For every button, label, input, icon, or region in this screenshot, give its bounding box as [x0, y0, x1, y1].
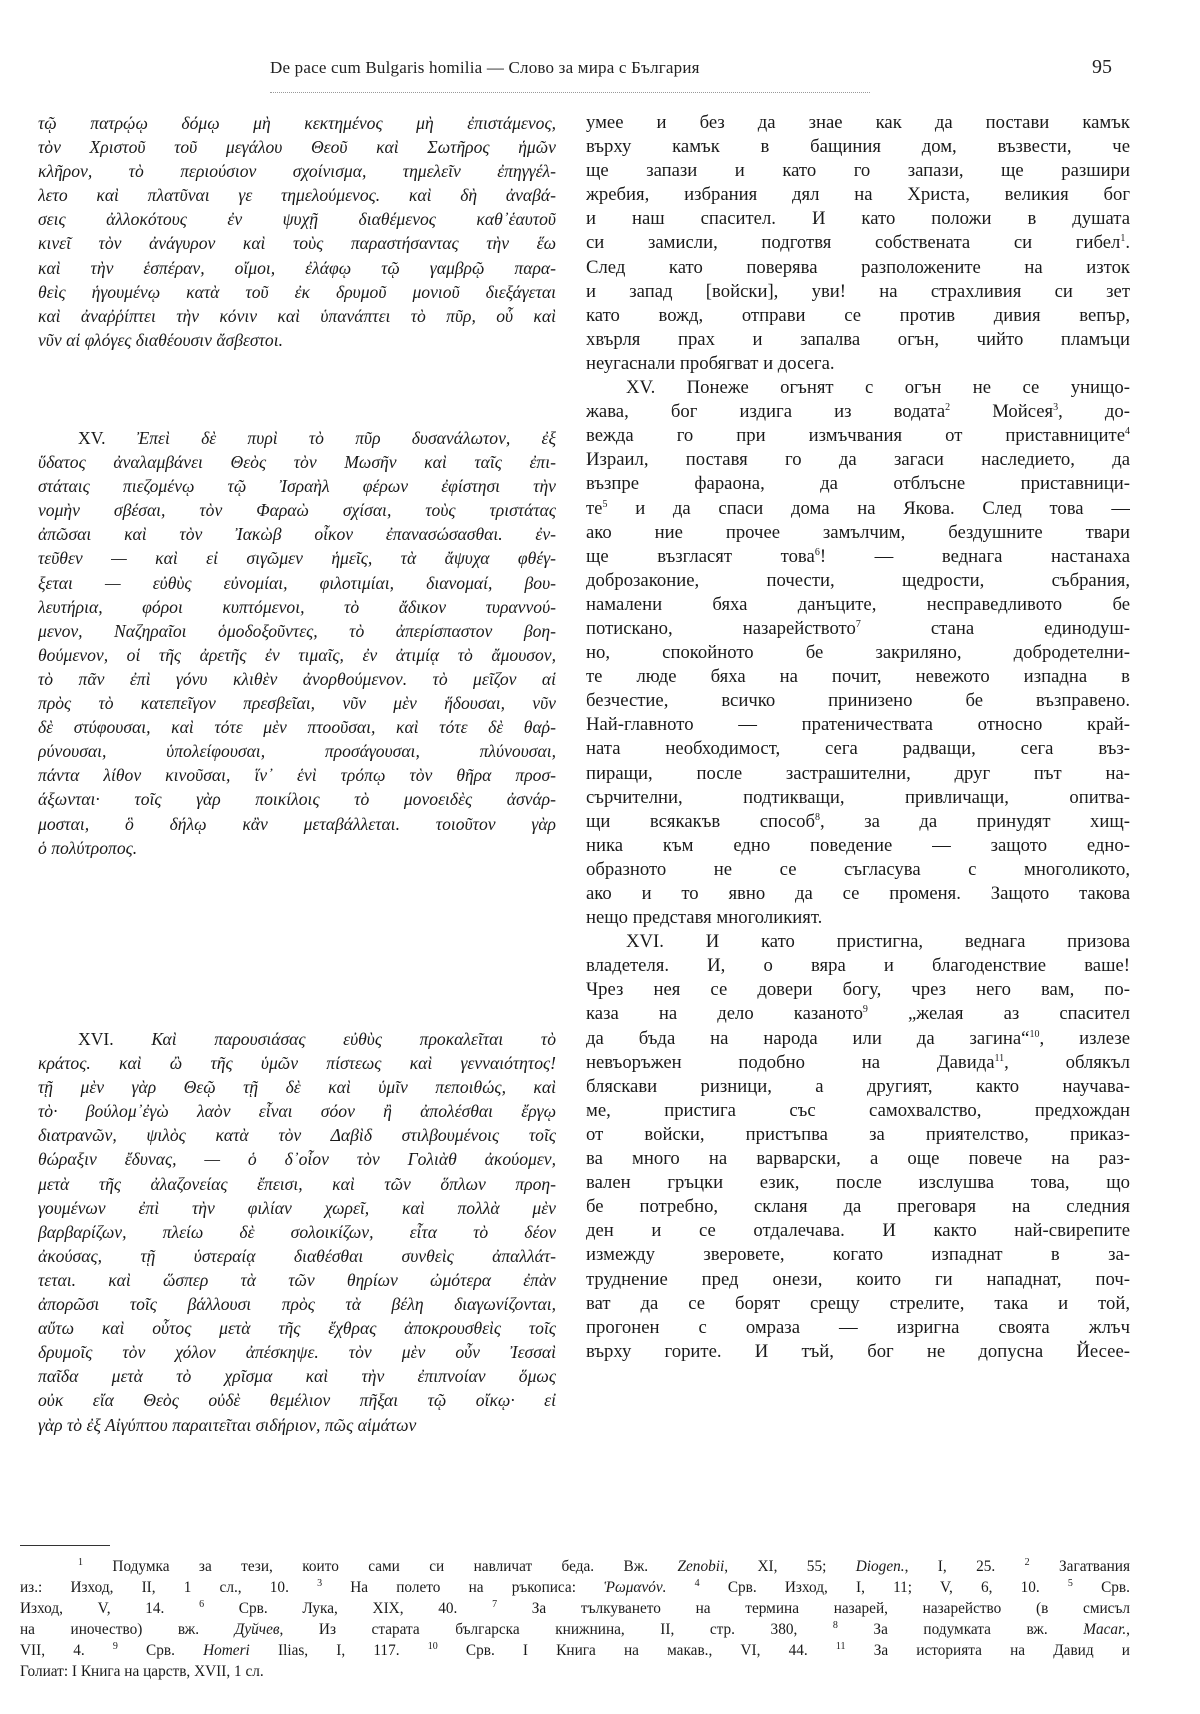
bg-line: Израил, поставя го да загаси наследието, да [586, 449, 1130, 471]
fn-text: Срв. Изход, I, 11; V, 6, 10. [727, 1579, 1040, 1596]
footnote-ref[interactable]: 9 [862, 1004, 868, 1016]
greek-line: πάντα λίθον κινοῦσαι, ἵν᾽ ἑνὶ τρόπῳ τὸν θῆρα προσ- [38, 765, 556, 786]
footnote-ref[interactable]: 8 [814, 811, 820, 823]
greek-line: κράτος. καὶ ὢ τῆς ὑμῶν πίστεως καὶ γενναιότητος! [38, 1053, 556, 1074]
greek-line: οὐκ εἴα Θεὸς οὐδὲ θεμέλιον πῆξαι τῷ οἴκῳ· εἰ [38, 1390, 556, 1411]
fn-text: Изход, V, 14. [20, 1600, 165, 1617]
fn-text: Подумка за тези, които сами си навличат беда. Вж. [112, 1558, 649, 1575]
bg-line [586, 1002, 1130, 1026]
page-header [0, 52, 1200, 88]
greek-line: γὰρ τὸ ἐξ Αἰγύπτου παραιτεῖται σιδήριον, πῶς αἱμάτων [38, 1414, 417, 1435]
greek-line: διατρανῶν, ψιλὸς κατὰ τὸν Δαβὶδ στιλβουμένοις τοῖς [38, 1125, 556, 1146]
footnote-rule [20, 1545, 110, 1546]
bg-text: си замисли, подготвя собствената си гибел [586, 232, 1121, 254]
greek-line: καὶ ἀναῤῥίπτει τὴν κόνιν καὶ ὑπανάπτει τὸ πῦρ, οὗ καὶ [38, 305, 556, 326]
bg-text: Мойсея [992, 401, 1054, 423]
bg-line: от войски, пристъпва за приятелство, приказ- [586, 1123, 1130, 1145]
bg-text: щи всякакъв способ [586, 810, 815, 832]
greek-line: δὲ στύφουσαι, καὶ τότε μὲν πτοοῦσαι, καὶ τότε δὲ θαῤ- [38, 717, 556, 738]
footnote-ref[interactable]: 7 [855, 618, 861, 630]
fn-text: За подумката вж. [873, 1621, 1048, 1638]
greek-line: λετο καὶ πλατῦναι γε τημελούμενος. καὶ δὴ ἀναβά- [38, 185, 556, 206]
section-number: XVI. [626, 931, 664, 953]
bulgarian-column [586, 111, 1130, 1364]
greek-line: θώραξιν ἔδυνας, — ὁ δ᾽οἷον τὸν Γολιὰθ ἀκούομεν, [38, 1149, 556, 1170]
greek-line: τὸ· βούλομ᾽ἐγὼ λαὸν εἶναι σόον ἢ ἀπολέσθαι ἔργῳ [38, 1101, 556, 1122]
bg-line: прогонен с омраза — изригна своята жлъч [586, 1316, 1130, 1338]
footnote-number: 11 [835, 1640, 846, 1652]
greek-line: άξωνται· τοῖς γὰρ ποικίλοις τὸ μονοειδὲς ἀσνάρ- [38, 789, 556, 810]
fn-italic: Macar. [1083, 1621, 1127, 1638]
greek-paragraph-14 [38, 111, 556, 352]
footnote-number: 4 [694, 1577, 700, 1589]
bg-line [586, 231, 1130, 255]
bg-line: бе потребно, склaня да преговаря на следния [586, 1196, 1130, 1218]
bg-text: , до- [1058, 401, 1130, 423]
greek-line: ἀπῶσαι καὶ τὸν Ἰακὼβ οἶκον ἐπανασώσασθαι. ἐν- [38, 524, 556, 545]
bg-line: ва много на варварски, а още повече на раз- [586, 1148, 1130, 1170]
footnote-ref[interactable]: 5 [602, 498, 608, 510]
bg-text: ! — веднага настанаха [819, 545, 1130, 567]
greek-text: Καὶ παρουσιάσας εὐθὺς προκαλεῖται τὸ [151, 1029, 556, 1049]
greek-line: δρυμοῖς τὸν χόλον ἀπέσκηψε. τὸν μὲν οὖν Ἰεσσαὶ [38, 1342, 556, 1363]
greek-line: τεῦθεν — καὶ εἰ σιγῶμεν ἡμεῖς, τὰ ἄψυχα φθέγ- [38, 548, 556, 569]
footnote-line [20, 1577, 1130, 1598]
footnote-line [20, 1556, 1130, 1577]
section-number: XV. [626, 377, 656, 399]
bg-line [586, 810, 1130, 834]
greek-line: τὸ πᾶν ἐπὶ γόνυ κλιθὲν ἀνορθούμενον. τὸ μεῖζον αἱ [38, 668, 556, 689]
footnote-number: 3 [317, 1577, 323, 1589]
footnote-ref[interactable]: 4 [1125, 425, 1130, 437]
bg-line: намалени бяха данъците, несправедливото бе [586, 593, 1130, 615]
greek-line: ὁ πολύτροπος. [38, 837, 138, 858]
bg-line: Най-главното — пратеничествата относно край- [586, 714, 1130, 736]
greek-line: κινεῖ τὸν ἀνάγυρον καὶ τοὺς παραστήσαντας τὴν ἕω [38, 233, 556, 254]
fn-italic: Homeri [203, 1642, 250, 1659]
footnote-number: 5 [1067, 1577, 1073, 1589]
bg-line: ват да се борят срещу стрелите, така и той, [586, 1292, 1130, 1314]
bg-line: ако и то явно да се променя. Защото такова [586, 883, 1130, 904]
bg-line: Чрез нея се довери богу, чрез него вам, по- [586, 979, 1130, 1001]
greek-line: τῇ μὲν γὰρ Θεῷ τῇ δὲ καὶ ὑμῖν πεποιθώς, καὶ [38, 1077, 556, 1098]
fn-italic: Diogen. [855, 1558, 905, 1575]
footnote-number: 2 [1024, 1556, 1030, 1568]
footnote-line [20, 1598, 1130, 1619]
bg-line: те люде бяха на почит, невежото изпадна в [586, 666, 1130, 688]
footnote-number: 10 [427, 1640, 438, 1652]
bg-text: да бъда на народа или да загина“ [586, 1027, 1030, 1049]
fn-text: , XI, 55; [724, 1558, 827, 1575]
greek-line: μετὰ τῆς ἀλαζονείας ἔπεισι, καὶ τῶν ὅπλων προη- [38, 1173, 556, 1194]
bg-line: ако ние прочее замълчим, бездушните твари [586, 521, 1130, 543]
bg-line [586, 545, 1130, 569]
bg-line [586, 497, 1130, 521]
greek-line: λευτήρια, φόροι κυπτόμενοι, τὸ ἄδικον τυραννού- [38, 596, 556, 617]
greek-line: θεὶς ἡγουμένῳ κατὰ τοῦ ἐκ δρυμοῦ μονιοῦ διεξάγεται [38, 281, 556, 302]
footnote-ref[interactable]: 10 [1029, 1028, 1040, 1040]
bg-line: умее и без да знае как да постави камък [586, 112, 1130, 133]
fn-text: На полето на ръкописа: [350, 1579, 576, 1596]
fn-text: Ilias, I, 117. [277, 1642, 400, 1659]
greek-line: τεται. καὶ ὥσπερ τὰ τῶν θηρίων ὠμότερα ἐπὰν [38, 1269, 556, 1290]
footnote-number: 6 [199, 1598, 205, 1610]
greek-line [38, 426, 556, 450]
bg-line: неугаснали пробягват и досега. [586, 352, 835, 374]
section-number: XVI. [78, 1029, 114, 1049]
footnote-number: 1 [78, 1556, 83, 1568]
greek-line: γουμένων ἐπὶ τὴν φιλίαν χωρεῖ, καὶ πολλὰ μὲν [38, 1197, 556, 1218]
fn-text: Срв. I Книга на макав., VI, 44. [465, 1642, 808, 1659]
footnote-line [20, 1619, 1130, 1640]
footnote-number: 7 [492, 1598, 498, 1610]
bg-text: . [1125, 232, 1130, 254]
bg-section-xv-start [586, 376, 1130, 400]
bg-text: ще възгласят това [586, 545, 815, 567]
greek-line: κλῆρον, τὸ περιούσιον σχοίνισμα, τημελεῖν ἐπηγγέλ- [38, 161, 556, 182]
greek-line: θούμενον, οἱ τῆς ἀρετῆς ἐν τιμαῖς, ἐν ἀτιμίᾳ τὸ ἄμουσον, [38, 644, 556, 665]
bg-line: нещо представя многоликият. [586, 907, 823, 929]
bg-text: И като пристигна, веднага призова [705, 931, 1130, 953]
bg-line: и запад [войски], уви! на страхливия си зет [586, 280, 1130, 302]
bg-line: жребия, избрания дял на Христа, великия бог [586, 184, 1130, 206]
footnote-number: 9 [112, 1640, 118, 1652]
bg-text: , за да принудят хищ- [819, 810, 1130, 832]
bg-text: вежда го при измъчвания от приставниците [586, 425, 1125, 447]
bg-line: ден и се отдалечава. И както най-свирепите [586, 1220, 1130, 1242]
bg-text: каза на дело казаното [586, 1003, 863, 1025]
bg-text: потискано, назарейството [586, 617, 856, 639]
bg-line: ще запази и като го запази, ще разшири [586, 160, 1130, 182]
greek-line: νῦν αἱ φλόγες διαθέουσιν ἄσβεστοι. [38, 329, 283, 350]
fn-text: Голиат: I Книга на царств, XVII, 1 сл. [20, 1663, 264, 1680]
bg-text: стана единодуш- [930, 617, 1130, 639]
greek-line: παῖδα μετὰ τὸ χρῖσμα καὶ τὴν ἐπιπνοίαν ὅμως [38, 1366, 556, 1387]
fn-text: Срв. Лука, XIX, 40. [238, 1600, 458, 1617]
bg-text: Понеже огънят с огън не се унищо- [686, 377, 1130, 399]
greek-line: ἀκούσας, τῇ ὑστεραίᾳ διαθέσθαι συνθεὶς ἀπαλλάτ- [38, 1245, 556, 1266]
bg-line [586, 1051, 1130, 1075]
fn-text: из.: Изход, II, 1 сл., 10. [20, 1579, 289, 1596]
bg-line: пиращи, после застрашителни, друг път на- [586, 762, 1130, 784]
fn-text: Срв. [146, 1642, 175, 1659]
greek-line: ἀπορῶσι τοῖς βάλλουσι πρὸς τὰ βέλη διαγωνίζονται, [38, 1294, 556, 1315]
running-title: De pace cum Bulgaris homilia — Слово за мира с България [270, 58, 700, 77]
bg-line: образното не се съгласува с многоликото, [586, 858, 1130, 880]
page-number: 95 [1092, 56, 1112, 78]
bg-line: След като поверява разположените на изток [586, 256, 1130, 278]
footnote-ref[interactable]: 1 [1120, 233, 1126, 245]
bg-line: хвърля прах и запалва огън, чийто пламъци [586, 328, 1130, 350]
fn-italic: Zenobii [677, 1558, 725, 1575]
greek-line: ρύνουσαι, ὑπολείφουσαι, προσάγουσαι, πλύνουσαι, [38, 741, 556, 762]
bg-text: невъоръжен подобно на Давида [586, 1051, 995, 1073]
greek-column [38, 111, 556, 352]
bg-line: ната необходимост, сега радващи, сега въз- [586, 738, 1130, 760]
fn-text: на иночество) вж. [20, 1621, 200, 1638]
greek-line: ὕδατος ἀναλαμβάνει Θεὸς τὸν Μωσῆν καὶ ταῖς ἐπι- [38, 452, 556, 473]
bg-line: върху камък в бащиния дом, възвести, че [586, 136, 1130, 158]
fn-text: , [1126, 1621, 1130, 1638]
footnote-line [20, 1640, 1130, 1661]
bg-line: и наш спасител. И като положи в душата [586, 208, 1130, 230]
footnote-ref[interactable]: 2 [945, 401, 951, 413]
bg-line: вален гръцки език, после изслушва това, що [586, 1172, 1130, 1194]
bg-line [586, 424, 1130, 448]
greek-line: νομὴν σβέσαι, τὸν Φαραὼ σχίσαι, τοὺς τριστάτας [38, 500, 556, 521]
bg-line [586, 400, 1130, 424]
fn-text: , Из старата българска книжнина, II, стр. 380, [279, 1621, 798, 1638]
bg-line: труднение пред онези, които ги нападнат, поч- [586, 1268, 1130, 1290]
bg-section-xvi-start [586, 930, 1130, 954]
bg-line: бляскави ризници, а другият, както научава- [586, 1075, 1130, 1097]
bg-line: като вожд, отправи се против дивия вепър, [586, 304, 1130, 326]
bg-line: измежду зверовете, когато изпаднат в за- [586, 1244, 1130, 1266]
bg-text: , облякъл [1004, 1051, 1130, 1073]
bg-line: доброзаконие, почести, щедрости, събрания, [586, 569, 1130, 591]
bg-text: и да спаси дома на Якова. След това — [635, 497, 1130, 519]
greek-line: αὔτω καὶ οὗτος μετὰ τῆς ἔχθρας ἀποκρουσθεὶς τοῖς [38, 1318, 556, 1339]
bg-line: безчестие, всичко принизено бе възправено. [586, 690, 1130, 712]
footnote-ref[interactable]: 3 [1053, 401, 1059, 413]
section-number: XV. [78, 428, 106, 448]
bg-text: те [586, 497, 603, 519]
bg-line: върху горите. И тъй, бог не допусна Йесее- [586, 1340, 1130, 1362]
greek-paragraph-16 [38, 1027, 556, 1437]
greek-line: μοσται, ὃ δήλῳ κἂν μεταβάλλεται. τοιοῦτον γὰρ [38, 813, 556, 834]
footnote-number: 8 [832, 1619, 838, 1631]
bg-line: сърчителни, подтикващи, привличащи, опитва- [586, 786, 1130, 808]
fn-text: Загатвания [1059, 1558, 1130, 1575]
footnote-line [20, 1661, 1130, 1682]
bg-line [586, 1027, 1130, 1051]
greek-line: ξεται — εὐθὺς εὐνομίαι, φιλοτιμίαι, διανομαί, βου- [38, 572, 556, 593]
greek-line: τῷ πατρῴῳ δόμῳ μὴ κεκτημένος μὴ ἐπιστάμενος, [38, 113, 556, 133]
footnote-ref[interactable]: 6 [814, 546, 820, 558]
fn-italic: Ῥωμανόν. [604, 1579, 667, 1596]
bg-text: , излезе [1039, 1027, 1130, 1049]
fn-text: , I, 25. [904, 1558, 996, 1575]
bg-text: „желая аз спасител [908, 1003, 1130, 1025]
fn-text: VII, 4. [20, 1642, 85, 1659]
fn-text: За тълкуването на термина назарей, назарейство (в смисъл [531, 1600, 1130, 1617]
greek-line: βαρβαρίζων, πλείω δὲ σολοικίζων, εἶτα τὸ δέον [38, 1221, 556, 1242]
greek-column-xvi [38, 1027, 556, 1437]
fn-italic: Дуйчев [234, 1621, 280, 1638]
greek-line: τὸν Χριστοῦ τοῦ μεγάλου Θεοῦ καὶ Σωτῆρος ἡμῶν [38, 137, 556, 158]
greek-line: πρὸς τὸ κατεπεῖγον πρεσβεῖαι, νῦν μὲν ἥδουσαι, νῦν [38, 693, 556, 714]
bg-line: но, спокойното бе закриляно, добродетелни- [586, 642, 1130, 664]
greek-line: καὶ τὴν ἑσπέραν, οἴμοι, ἐλάφῳ τῷ γαμβρῷ παρα- [38, 257, 556, 278]
greek-column-xv [38, 426, 556, 860]
greek-text: Ἐπεὶ δὲ πυρὶ τὸ πῦρ δυσανάλωτον, ἐξ [136, 428, 556, 448]
greek-paragraph-15 [38, 426, 556, 860]
fn-text: Срв. [1101, 1579, 1130, 1596]
greek-line: μενον, Ναζηραῖοι ὁμοδοξοῦντες, τὸ ἀπερίσπαστον βοη- [38, 620, 556, 641]
greek-line: στάταις πιεζομένῳ τῷ Ἰσραὴλ φέρων ἐφίστησι τὴν [38, 476, 556, 497]
bg-line: ме, пристига със самохвалство, предхождан [586, 1099, 1130, 1121]
bg-line [586, 617, 1130, 641]
header-rule [270, 92, 870, 93]
fn-text: За историята на Давид и [873, 1642, 1130, 1659]
bg-line: ника към едно поведение — защото едно- [586, 834, 1130, 856]
greek-line [38, 1027, 556, 1051]
bg-line: възпре фараона, да отблъсне приставници- [586, 473, 1130, 495]
bg-line: владетеля. И, о вяра и благоденствие ваше! [586, 955, 1130, 977]
footnote-ref[interactable]: 11 [994, 1052, 1005, 1064]
bg-text: жава, бог издига из водата [586, 401, 946, 423]
footnotes [20, 1556, 1130, 1682]
greek-line: σεις ἀλλοκότους ἐν ψυχῇ διαθέμενος καθ᾽ἑαυτοῦ [38, 209, 556, 230]
